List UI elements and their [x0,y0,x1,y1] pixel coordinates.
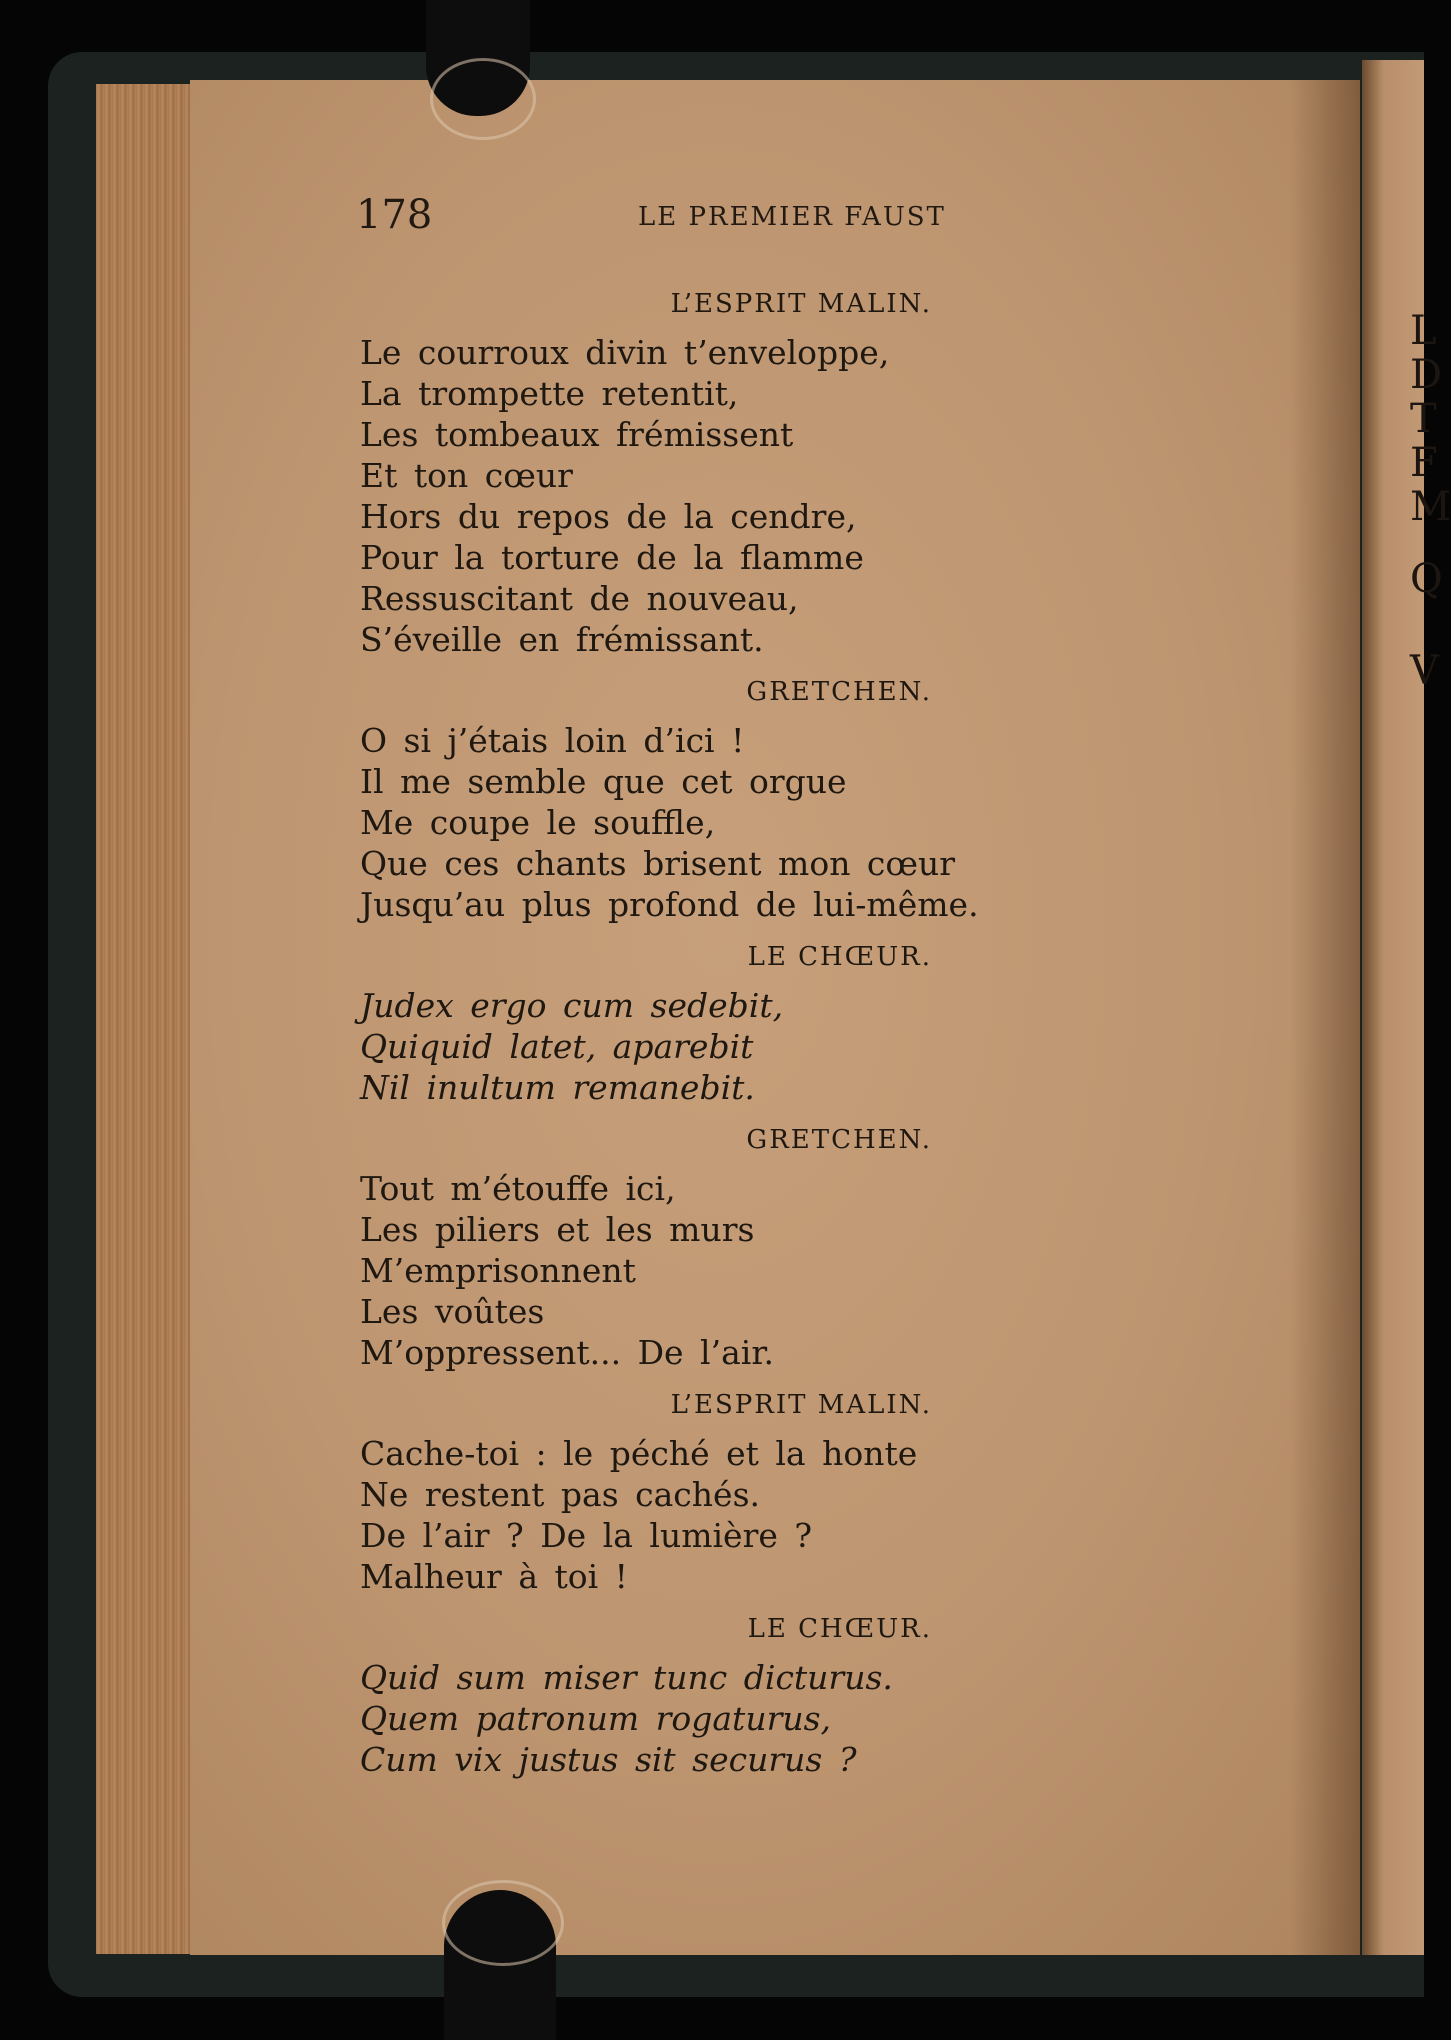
speaker-name: L’ESPRIT MALIN. [670,1390,932,1420]
verse-line: Les tombeaux frémissent [360,415,794,454]
facing-page-letter: M [1410,484,1451,530]
page-text [360,272,979,1794]
facing-page-letter: F [1410,440,1438,486]
speaker-name: LE CHŒUR. [747,942,932,972]
verse-line: Quem patronum rogaturus, [360,1699,832,1738]
verse-line: M’emprisonnent [360,1251,636,1290]
verse-line: M’oppressent... De l’air. [360,1333,774,1372]
dialogue-section [360,939,940,1108]
verse-line: Quid sum miser tunc dicturus. [360,1658,893,1697]
dialogue-section [360,1611,940,1780]
verse-line: S’éveille en frémissant. [360,620,764,659]
verse-line: Et ton cœur [360,456,573,495]
verse-line: Judex ergo cum sedebit, [360,986,784,1025]
verse-line: O si j’étais loin d’ici ! [360,721,745,760]
verse-line: Il me semble que cet orgue [360,762,847,801]
verse-line: La trompette retentit, [360,374,739,413]
speaker-name: GRETCHEN. [746,1125,932,1155]
verse-line: Les voûtes [360,1292,545,1331]
facing-page-letter: T [1410,396,1437,442]
verse-line: Tout m’étouffe ici, [360,1169,676,1208]
page-header [350,192,950,242]
verse-line: Le courroux divin t’enveloppe, [360,333,890,372]
verse-line: Cache-toi : le péché et la honte [360,1434,918,1473]
verse-line: Me coupe le souffle, [360,803,716,842]
verse-line: Ne restent pas cachés. [360,1475,760,1514]
verse-line: Quiquid latet, aparebit [360,1027,754,1066]
verse-line: Hors du repos de la cendre, [360,497,857,536]
dialogue-section [360,1387,940,1597]
verse-line: De l’air ? De la lumière ? [360,1516,813,1555]
facing-page-letter: V [1410,648,1439,694]
dialogue-section [360,286,940,660]
verse-line: Nil inultum remanebit. [360,1068,755,1107]
page-number: 178 [356,192,433,238]
facing-page-letter: L [1410,308,1437,354]
speaker-name: LE CHŒUR. [747,1614,932,1644]
verse-line: Pour la torture de la flamme [360,538,864,577]
facing-page-letter: Q [1410,556,1443,602]
verse-line: Que ces chants brisent mon cœur [360,844,956,883]
running-title: LE PREMIER FAUST [638,202,946,232]
verse-line: Jusqu’au plus profond de lui-même. [360,885,979,924]
speaker-name: GRETCHEN. [746,677,932,707]
speaker-name: L’ESPRIT MALIN. [670,289,932,319]
bottom-clip-ring [442,1880,564,1966]
facing-page-letter: D [1410,352,1443,398]
dialogue-section [360,674,979,925]
facing-page-edge [1362,60,1451,1955]
verse-line: Cum vix justus sit securus ? [360,1740,857,1779]
verse-line: Les piliers et les murs [360,1210,755,1249]
dialogue-section [360,1122,940,1373]
top-clip-ring [430,58,536,140]
verse-line: Malheur à toi ! [360,1557,628,1596]
verse-line: Ressuscitant de nouveau, [360,579,799,618]
